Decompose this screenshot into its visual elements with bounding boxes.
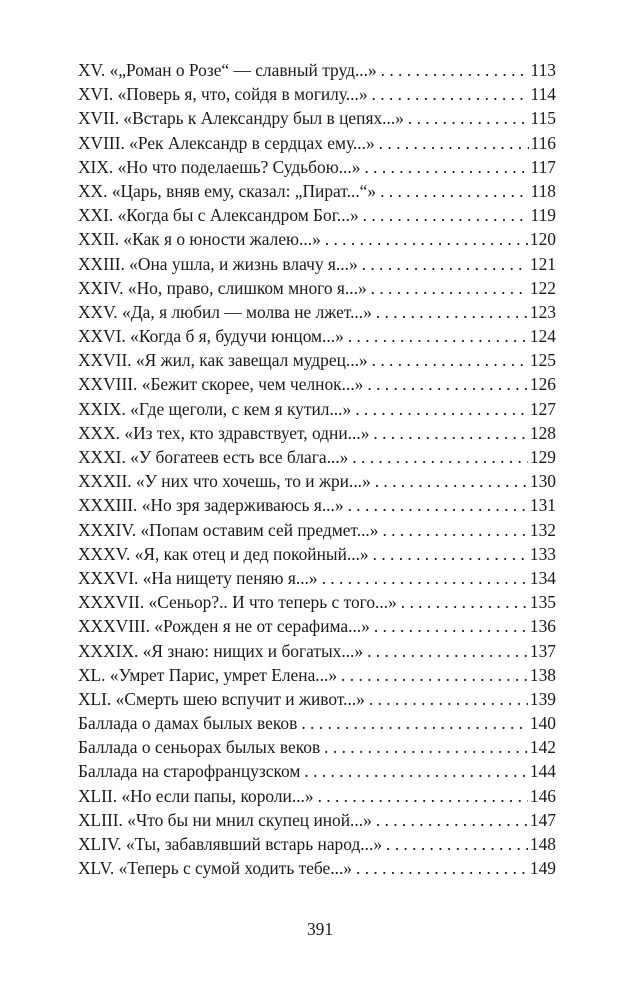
toc-entry-title: XLV. «Теперь с сумой ходить тебе...» [78,858,353,879]
toc-entry-page: 120 [529,229,556,250]
toc-entry-page: 124 [529,326,556,347]
toc-entry [78,179,556,203]
toc-entry-page: 125 [529,350,556,371]
toc-dot-leader [362,252,528,276]
toc-entry-page: 117 [530,156,556,177]
toc-dot-leader [372,82,529,106]
toc-entry-page: 130 [529,471,556,492]
toc-entry-title: XXXIII. «Но зря задерживаюсь я...» [78,495,344,516]
toc-entry-page: 122 [529,277,556,298]
toc-entry-title: XLIII. «Что бы ни мнил скупец иной...» [78,809,372,830]
toc-entry-title: XXXV. «Я, как отец и дед покойный...» [78,543,369,564]
toc-entry [78,469,556,493]
toc-entry-page: 118 [530,180,556,201]
toc-dot-leader [355,397,528,421]
toc-entry [78,324,556,348]
toc-dot-leader [352,445,528,469]
toc-entry-title: XVII. «Встарь к Александру был в цепях...» [78,108,404,129]
toc-entry [78,348,556,372]
toc-entry [78,155,556,179]
toc-entry-title: Баллада о дамах былых веков [78,713,298,734]
toc-entry [78,445,556,469]
toc-entry-page: 136 [529,616,556,637]
toc-entry [78,759,556,783]
toc-entry-page: 115 [530,108,556,129]
toc-entry-title: XVIII. «Рек Александр в сердцах ему...» [78,132,375,153]
toc-entry-page: 144 [529,761,556,782]
toc-entry-page: 146 [529,785,556,806]
toc-entry-page: 121 [529,253,556,274]
toc-entry [78,711,556,735]
toc-entry [78,227,556,251]
toc-entry [78,566,556,590]
toc-entry-title: XLIV. «Ты, забавлявший встарь народ...» [78,834,383,854]
toc-dot-leader [372,348,528,372]
toc-entry [78,735,556,759]
toc-entry-page: 129 [529,447,556,467]
toc-entry-title: XXX. «Из тех, кто здравствует, одни...» [78,422,370,443]
toc-entry-page: 140 [529,713,556,734]
toc-entry [78,421,556,445]
toc-dot-leader [322,566,528,590]
toc-entry-title: XXXIV. «Попам оставим сей предмет...» [78,519,379,540]
toc-entry [78,687,556,711]
toc-entry-title: XL. «Умрет Парис, умрет Елена...» [78,664,338,685]
toc-entry-title: XXII. «Как я о юности жалею...» [78,229,321,250]
toc-entry-title: XX. «Царь, вняв ему, сказал: „Пират...“» [78,180,377,201]
toc-entry [78,663,556,687]
toc-dot-leader [373,542,528,566]
toc-entry [78,518,556,542]
toc-entry-page: 142 [529,737,556,758]
toc-dot-leader [301,711,528,735]
toc-dot-leader [382,518,527,542]
toc-entry-page: 134 [529,567,556,588]
toc-dot-leader [376,808,528,832]
toc-entry-title: XXVIII. «Бежит скорее, чем челнок...» [78,374,364,395]
toc-entry-page: 137 [529,640,556,661]
toc-entry-title: XLI. «Смерть шею вспучит и живот...» [78,688,365,709]
toc-entry-title: XXXII. «У них что хочешь, то и жри...» [78,471,371,492]
toc-entry-title: Баллада о сеньорах былых веков [78,737,321,758]
toc-entry-title: XXIV. «Но, право, слишком много я...» [78,277,367,298]
toc-entry [78,372,556,396]
toc-dot-leader [356,856,528,880]
toc-entry [78,590,556,614]
toc-entry [78,58,556,82]
toc-entry [78,808,556,832]
toc-dot-leader [373,421,528,445]
toc-entry [78,131,556,155]
toc-dot-leader [363,203,529,227]
toc-entry-title: XXXVIII. «Рожден я не от серафима...» [78,616,370,637]
toc-entry-page: 147 [529,809,556,830]
toc-entry-page: 138 [529,664,556,685]
toc-entry-title: XXXIX. «Я знаю: нищих и богатых...» [78,640,364,661]
toc-entry-title: XXIII. «Она ушла, и жизнь влачу я...» [78,253,358,274]
toc-entry-title: XXV. «Да, я любил — молва не лжет...» [78,301,372,322]
toc-dot-leader [348,493,528,517]
toc-entry-title: XV. «„Роман о Розе“ — славный труд...» [78,60,377,80]
toc-entry [78,106,556,130]
toc-entry [78,203,556,227]
toc-dot-leader [348,324,528,348]
toc-dot-leader [324,735,528,759]
toc-dot-leader [318,784,528,808]
toc-dot-leader [367,639,528,663]
toc-dot-leader [375,469,528,493]
toc-dot-leader [379,131,529,155]
toc-entry-title: XXIX. «Где щеголи, с кем я кутил...» [78,398,352,419]
toc-entry [78,542,556,566]
toc-dot-leader [341,663,528,687]
toc-entry-page: 149 [529,858,556,879]
toc-dot-leader [325,227,528,251]
toc-entry-title: XIX. «Но что поделаешь? Судьбою...» [78,156,361,177]
toc-entry [78,82,556,106]
toc-dot-leader [376,300,528,324]
toc-dot-leader [367,372,528,396]
toc-dot-leader [386,832,528,856]
toc-entry [78,832,556,856]
toc-dot-leader [369,687,528,711]
toc-entry-page: 119 [530,205,556,226]
toc-entry [78,784,556,808]
toc-entry [78,252,556,276]
toc-entry-page: 135 [529,592,556,613]
toc-entry [78,493,556,517]
toc-dot-leader [364,155,528,179]
toc-entry-page: 132 [529,519,556,540]
toc-entry-page: 116 [530,132,556,153]
toc-entry-page: 148 [529,834,556,854]
table-of-contents [78,58,556,880]
toc-dot-leader [374,614,528,638]
toc-entry [78,397,556,421]
toc-entry-title: XXXVII. «Сеньор?.. И что теперь с того...» [78,592,397,613]
toc-dot-leader [401,590,528,614]
toc-entry-title: XXVII. «Я жил, как завещал мудрец...» [78,350,368,371]
toc-entry-page: 113 [530,60,556,80]
toc-dot-leader [371,276,528,300]
toc-entry-page: 128 [529,422,556,443]
toc-dot-leader [408,106,529,130]
toc-entry-page: 127 [529,398,556,419]
toc-entry-page: 131 [529,495,556,516]
toc-entry-title: XXXI. «У богатеев есть все блага...» [78,447,349,467]
toc-entry [78,300,556,324]
toc-dot-leader [381,58,529,82]
toc-dot-leader [304,759,528,783]
toc-entry-title: XXVI. «Когда б я, будучи юнцом...» [78,326,344,347]
toc-entry-title: XVI. «Поверь я, что, сойдя в могилу...» [78,84,368,105]
toc-entry-page: 139 [529,688,556,709]
toc-entry-title: XXXVI. «На нищету пеняю я...» [78,567,318,588]
toc-entry [78,856,556,880]
toc-entry [78,614,556,638]
toc-entry-page: 123 [529,301,556,322]
toc-entry-page: 133 [529,543,556,564]
toc-entry-title: Баллада на старофранцузском [78,761,301,782]
toc-dot-leader [380,179,528,203]
toc-entry-page: 114 [530,84,556,105]
toc-entry [78,276,556,300]
toc-entry [78,639,556,663]
page-number: 391 [306,919,334,939]
toc-entry-title: XLII. «Но если папы, короли...» [78,785,314,806]
toc-entry-page: 126 [529,374,556,395]
toc-entry-title: XXI. «Когда бы с Александром Бог...» [78,205,359,226]
